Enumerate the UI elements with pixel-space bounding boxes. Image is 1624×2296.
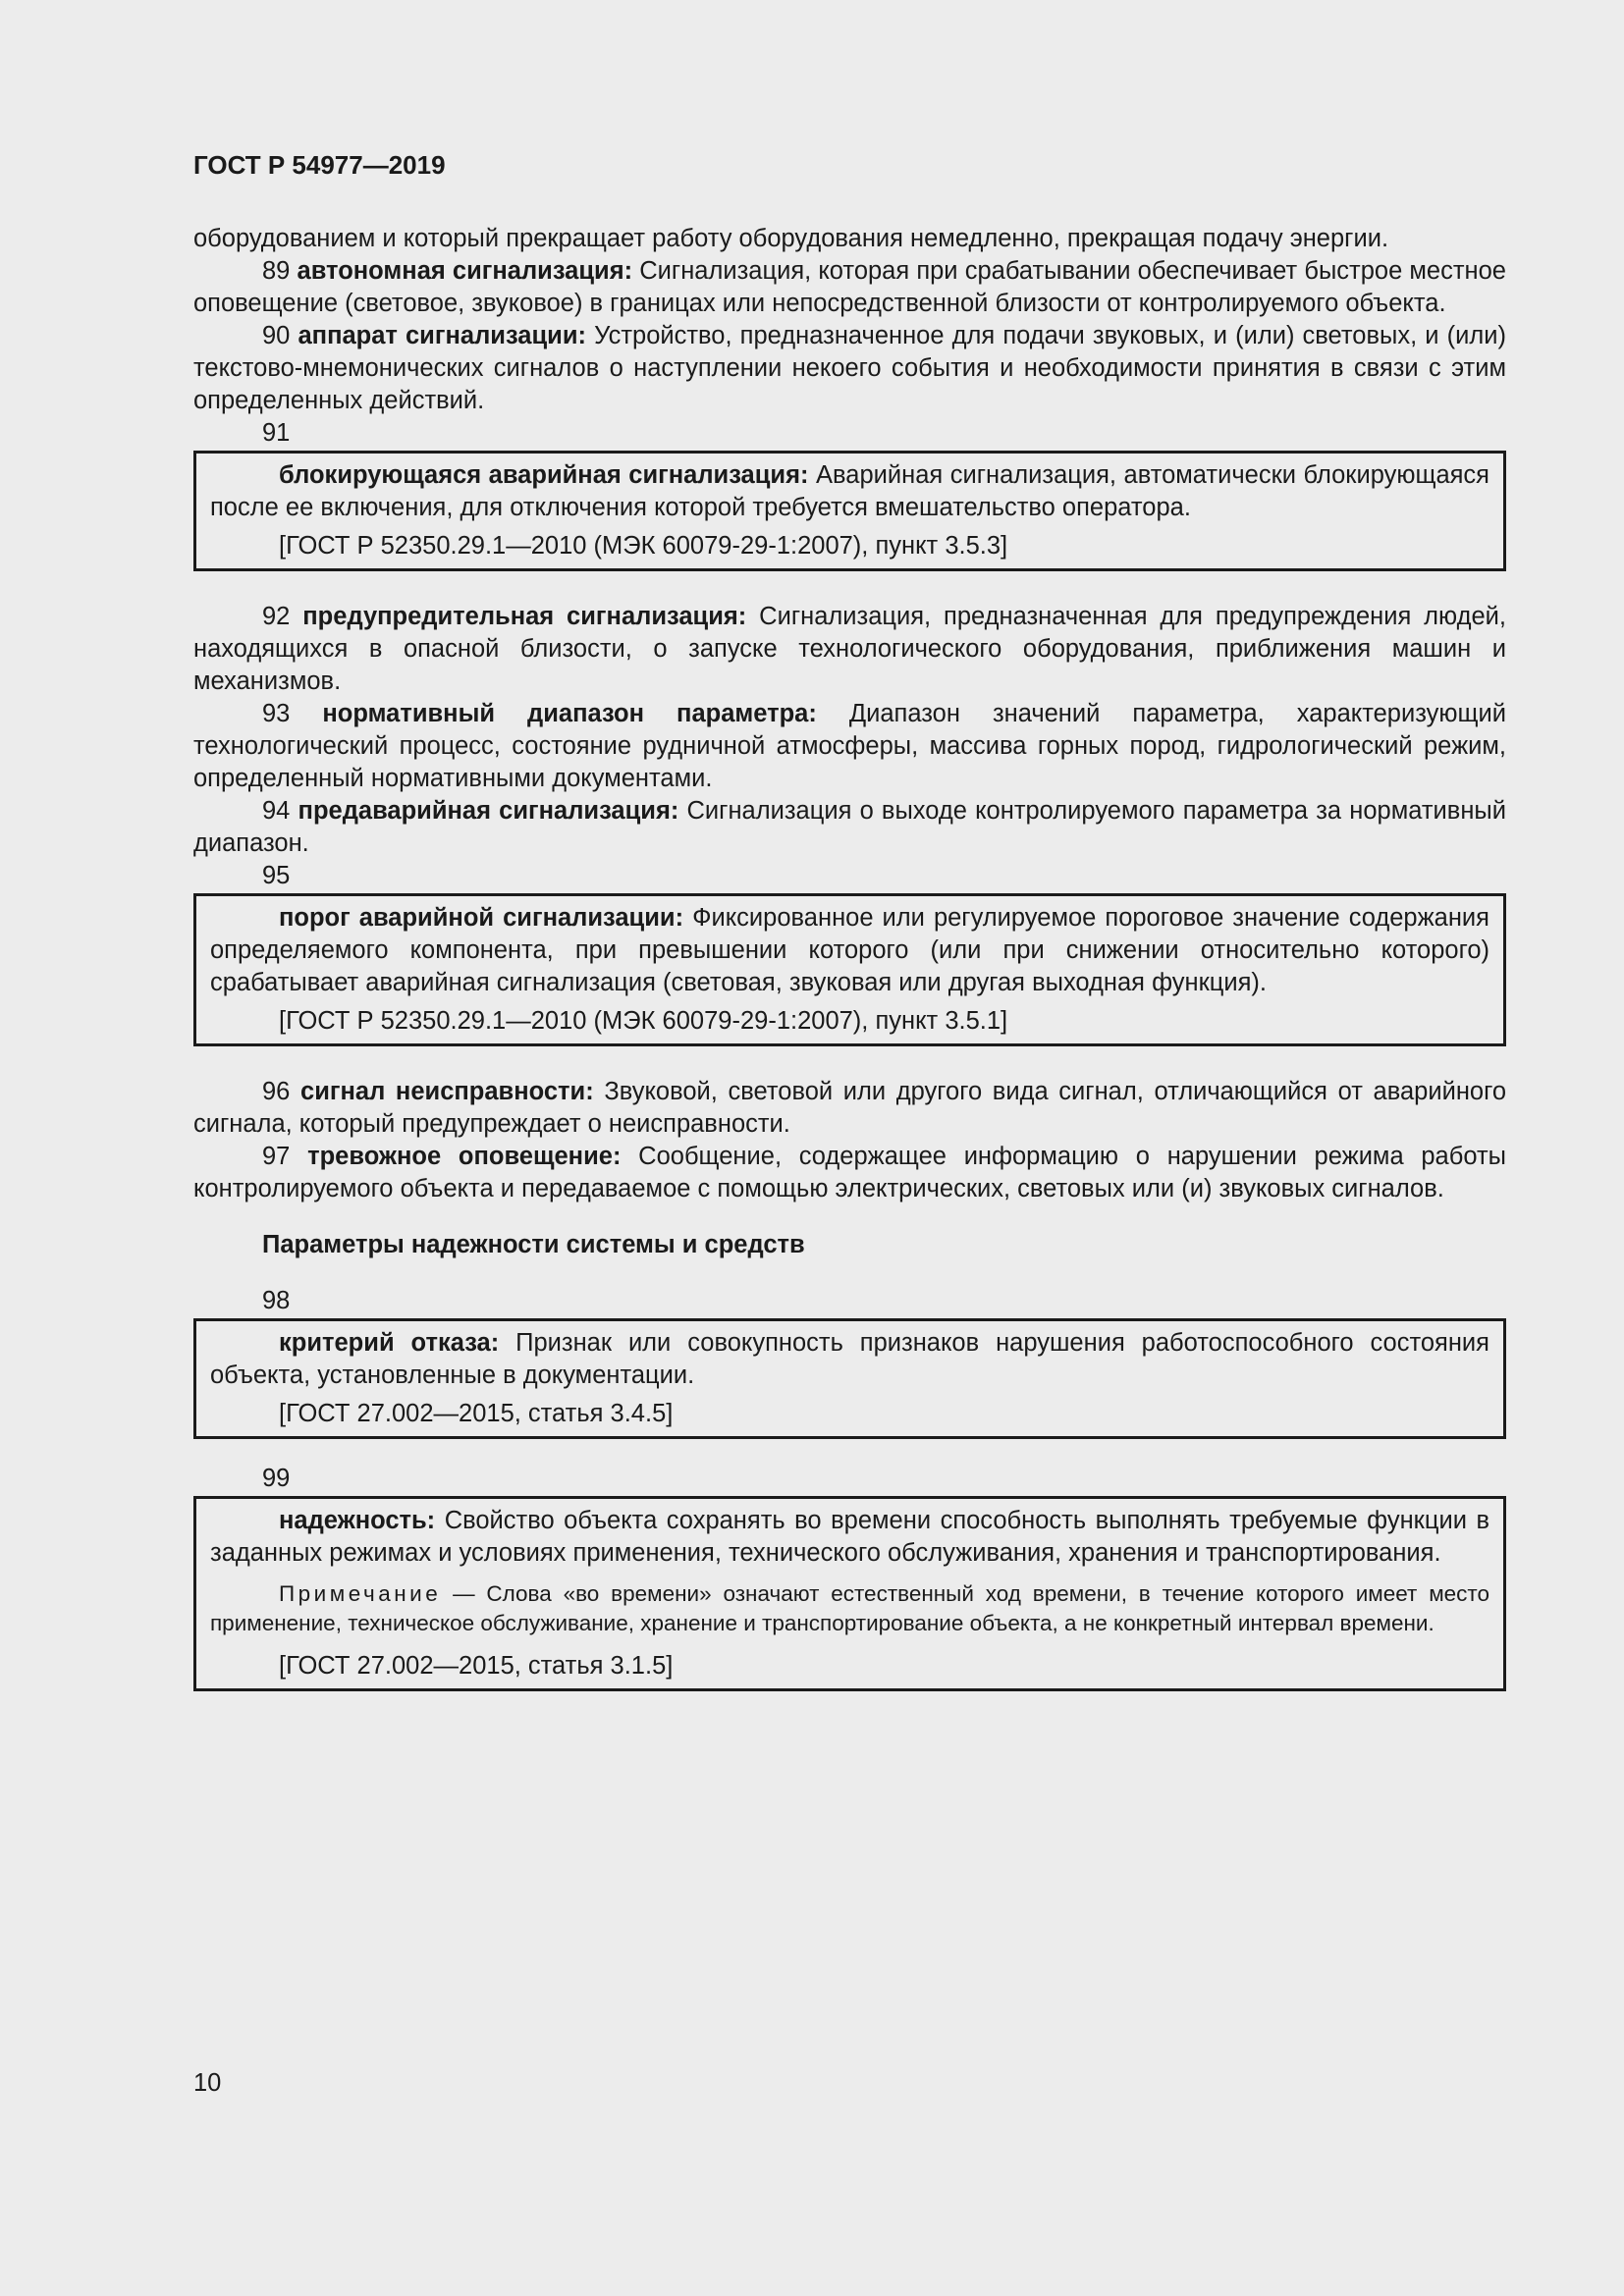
term-name: критерий отказа:	[279, 1329, 500, 1357]
term-name: сигнал неисправности:	[300, 1078, 594, 1105]
term-source: [ГОСТ Р 52350.29.1—2010 (МЭК 60079-29-1:2007), пункт 3.5.3]	[279, 532, 1008, 560]
term-90	[193, 320, 1506, 417]
term-number: 90	[262, 322, 291, 349]
term-name: порог аварийной сигнализации:	[279, 904, 684, 932]
term-number-95: 95	[262, 862, 291, 889]
term-number: 93	[262, 700, 291, 727]
term-number: 92	[262, 603, 291, 630]
term-name: нормативный диапазон параметра:	[322, 700, 817, 727]
term-98	[210, 1327, 1489, 1392]
term-definition: Сигнализация, предназначенная для предупреждения людей, находящихся в опасной близости, о запуске технологического оборудования, приближения машин и механизмов.	[193, 603, 1507, 695]
note-text: — Слова «во времени» означают естественный ход времени, в течение которого имеет место применение, техническое обслуживание, хранение и транспортирование объекта, а не конкретный интервал времени.	[210, 1581, 1489, 1635]
term-name: надежность:	[279, 1507, 436, 1534]
term-box-95	[193, 893, 1506, 1046]
term-93	[193, 698, 1506, 795]
term-number-98: 98	[262, 1287, 291, 1314]
term-definition: Устройство, предназначенное для подачи звуковых, и (или) световых, и (или) текстово-мнемонических сигналов о наступлении некоего события и необходимости принятия в связи с этим определенных действий.	[193, 322, 1506, 414]
term-source: [ГОСТ 27.002—2015, статья 3.4.5]	[279, 1400, 674, 1427]
term-96	[193, 1076, 1506, 1141]
term-name: предаварийная сигнализация:	[298, 797, 679, 825]
term-box-91	[193, 451, 1506, 571]
term-95	[210, 902, 1489, 999]
term-name: блокирующаяся аварийная сигнализация:	[279, 461, 809, 489]
term-definition: Свойство объекта сохранять во времени способность выполнять требуемые функции в заданных режимах и условиях применения, технического обслуживания, хранения и транспортирования.	[210, 1507, 1489, 1567]
section-title: Параметры надежности системы и средств	[262, 1231, 805, 1258]
term-97	[193, 1141, 1506, 1205]
term-source: [ГОСТ Р 52350.29.1—2010 (МЭК 60079-29-1:2007), пункт 3.5.1]	[279, 1007, 1008, 1035]
term-note	[210, 1579, 1489, 1638]
term-name: аппарат сигнализации:	[298, 322, 586, 349]
term-94	[193, 795, 1506, 860]
term-definition: Диапазон значений параметра, характеризующий технологический процесс, состояние рудничной атмосферы, массива горных пород, гидрологический режим, определенный нормативными документами.	[193, 700, 1506, 792]
term-number-99: 99	[262, 1465, 291, 1492]
term-box-98	[193, 1318, 1506, 1439]
term-number-91: 91	[262, 419, 291, 447]
term-92	[193, 601, 1506, 698]
term-number: 94	[262, 797, 291, 825]
term-number: 97	[262, 1143, 291, 1170]
term-number: 96	[262, 1078, 291, 1105]
term-name: тревожное оповещение:	[307, 1143, 622, 1170]
term-definition: Сигнализация о выходе контролируемого параметра за нормативный диапазон.	[193, 797, 1506, 857]
term-definition: Сообщение, содержащее информацию о нарушении режима работы контролируемого объекта и передаваемое с помощью электрических, световых или (и) звуковых сигналов.	[193, 1143, 1506, 1202]
term-definition: Сигнализация, которая при срабатывании обеспечивает быстрое местное оповещение (световое, звуковое) в границах или непосредственной близости от контролируемого объекта.	[193, 257, 1506, 317]
term-99	[210, 1505, 1489, 1570]
term-name: предупредительная сигнализация:	[302, 603, 747, 630]
term-name: автономная сигнализация:	[297, 257, 633, 285]
term-number: 89	[262, 257, 291, 285]
term-definition: Аварийная сигнализация, автоматически блокирующаяся после ее включения, для отключения которой требуется вмешательство оператора.	[210, 461, 1489, 521]
document-header: ГОСТ Р 54977—2019	[193, 150, 446, 180]
term-definition: Признак или совокупность признаков нарушения работоспособного состояния объекта, установленные в документации.	[210, 1329, 1489, 1389]
document-page	[193, 147, 1506, 1691]
term-definition: Звуковой, световой или другого вида сигнал, отличающийся от аварийного сигнала, который предупреждает о неисправности.	[193, 1078, 1507, 1138]
intro-continuation: оборудованием и который прекращает работу оборудования немедленно, прекращая подачу энергии.	[193, 225, 1389, 252]
term-89	[193, 255, 1506, 320]
term-box-99	[193, 1496, 1506, 1691]
note-label: Примечание	[279, 1581, 442, 1606]
term-91	[210, 459, 1489, 524]
term-source: [ГОСТ 27.002—2015, статья 3.1.5]	[279, 1652, 674, 1680]
page-number: 10	[193, 2069, 222, 2097]
term-definition: Фиксированное или регулируемое пороговое значение содержания определяемого компонента, при превышении которого (или при снижении относительно которого) срабатывает аварийная сигнализация (световая, звуковая или другая выходная функция).	[210, 904, 1489, 996]
